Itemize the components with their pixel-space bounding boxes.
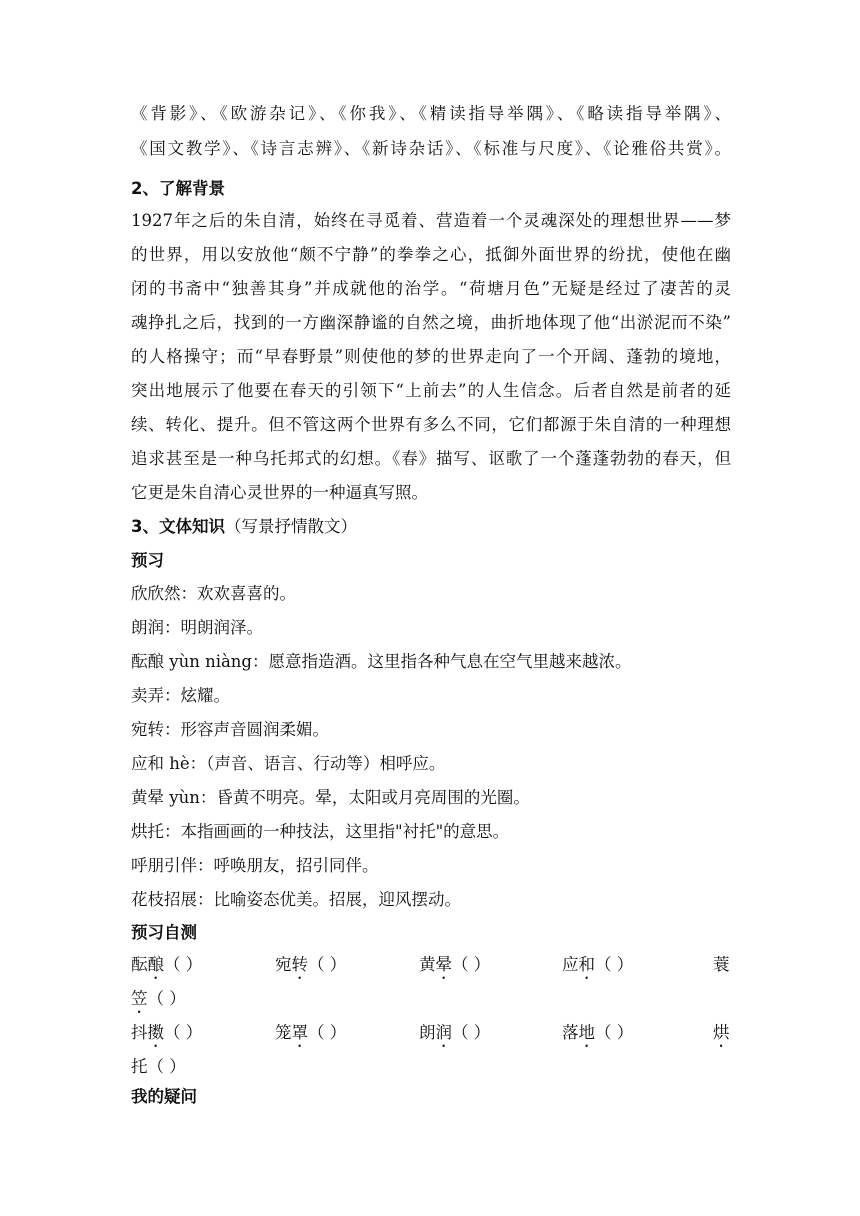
preview-item: 卖弄：炫耀。 xyxy=(131,686,230,705)
dotted-char: 擞 xyxy=(147,1023,164,1042)
dotted-char: 罩 xyxy=(291,1023,308,1042)
quiz-item-yinghe: 应和（ ） xyxy=(562,955,634,974)
answer-blank: （ ） xyxy=(147,1057,186,1076)
preview-item: 呼朋引伴：呼唤朋友，招引同伴。 xyxy=(131,856,379,875)
intro-line-1: 《背影》、《欧游杂记》、《你我》、《精读指导举隅》、《略读指导举隅》、 xyxy=(131,104,731,123)
section-3-heading-line xyxy=(131,515,731,539)
answer-blank: （ ） xyxy=(595,1023,634,1042)
answer-blank: （ ） xyxy=(164,955,203,974)
preview-item: 欣欣然：欢欢喜喜的。 xyxy=(131,584,296,603)
quiz-item-suoli-start: 蓑 xyxy=(713,955,730,974)
dotted-char: 地 xyxy=(578,1023,595,1042)
background-line-5: 的人格操守；而“早春野景”则使他的梦的世界走向了一个开阔、蓬勃的境地， xyxy=(131,347,731,366)
section-3-heading: 3、文体知识 xyxy=(131,517,225,536)
preview-item: 宛转：形容声音圆润柔媚。 xyxy=(131,720,329,739)
preview-item: 烘托：本指画画的一种技法，这里指"衬托"的意思。 xyxy=(131,822,510,841)
quiz-item-luodi: 落地（ ） xyxy=(562,1023,634,1042)
quiz-item-suoli-end xyxy=(131,987,186,1017)
section-2-heading: 2、了解背景 xyxy=(131,179,225,198)
answer-blank: （ ） xyxy=(452,1023,491,1042)
answer-blank: （ ） xyxy=(452,955,491,974)
answer-blank: （ ） xyxy=(308,955,347,974)
dotted-char: 晕 xyxy=(435,955,452,974)
preview-item: 黄晕 yùn：昏黄不明亮。晕，太阳或月亮周围的光圈。 xyxy=(131,788,530,807)
background-line-8: 追求甚至是一种乌托邦式的幻想。《春》描写、讴歌了一个蓬蓬勃勃的春天，但 xyxy=(131,449,731,468)
quiz-item-hongtuo-start xyxy=(713,1021,730,1051)
preview-item: 应和 hè：（声音、语言、行动等）相呼应。 xyxy=(131,754,446,773)
background-line-2: 的世界，用以安放他“颇不宁静”的拳拳之心，抵御外面世界的纷扰，使他在幽 xyxy=(131,245,731,264)
quiz-item-wanzhuan: 宛转（ ） xyxy=(275,955,347,974)
answer-blank: （ ） xyxy=(147,989,186,1008)
answer-blank: （ ） xyxy=(595,955,634,974)
answer-blank: （ ） xyxy=(164,1023,203,1042)
background-line-3: 闭的书斋中“独善其身”并成就他的治学。“荷塘月色”无疑是经过了凄苦的灵 xyxy=(131,279,731,298)
quiz-item-yunniang: 酝酿（ ） xyxy=(131,955,203,974)
quiz-item-langrun: 朗润（ ） xyxy=(419,1023,491,1042)
background-line-4: 魂挣扎之后，找到的一方幽深静谧的自然之境，曲折地体现了他“出淤泥而不染” xyxy=(131,313,731,332)
questions-heading: 我的疑问 xyxy=(131,1087,197,1106)
dotted-char: 润 xyxy=(435,1023,452,1042)
section-3-note: （写景抒情散文） xyxy=(224,517,357,536)
quiz-item-huangyun: 黄晕（ ） xyxy=(419,955,491,974)
intro-line-2: 《国文教学》、《诗言志辨》、《新诗杂话》、《标准与尺度》、《论雅俗共赏》。 xyxy=(131,139,731,158)
preview-item: 朗润：明朗润泽。 xyxy=(131,618,263,637)
quiz-item-longzhao: 笼罩（ ） xyxy=(275,1023,347,1042)
background-line-1: 1927年之后的朱自清，始终在寻觅着、营造着一个灵魂深处的理想世界——梦 xyxy=(131,211,731,230)
preview-heading: 预习 xyxy=(131,551,164,570)
preview-item: 酝酿 yùn niàng：愿意指造酒。这里指各种气息在空气里越来越浓。 xyxy=(131,652,632,671)
background-line-7: 续、转化、提升。但不管这两个世界有多么不同，它们都源于朱自清的一种理想 xyxy=(131,415,731,434)
quiz-item-dousou: 抖擞（ ） xyxy=(131,1023,203,1042)
dotted-char: 笠 xyxy=(131,989,148,1008)
dotted-char: 和 xyxy=(578,955,595,974)
self-test-heading: 预习自测 xyxy=(131,923,197,942)
preview-item: 花枝招展：比喻姿态优美。招展，迎风摆动。 xyxy=(131,890,461,909)
dotted-char: 转 xyxy=(291,955,308,974)
answer-blank: （ ） xyxy=(308,1023,347,1042)
dotted-char: 烘 xyxy=(713,1023,730,1042)
quiz-item-hongtuo-end: 托（ ） xyxy=(131,1057,186,1076)
background-line-9: 它更是朱自清心灵世界的一种逼真写照。 xyxy=(131,483,428,502)
background-line-6: 突出地展示了他要在春天的引领下“上前去”的人生信念。后者自然是前者的延 xyxy=(131,381,731,400)
dotted-char: 酿 xyxy=(147,955,164,974)
